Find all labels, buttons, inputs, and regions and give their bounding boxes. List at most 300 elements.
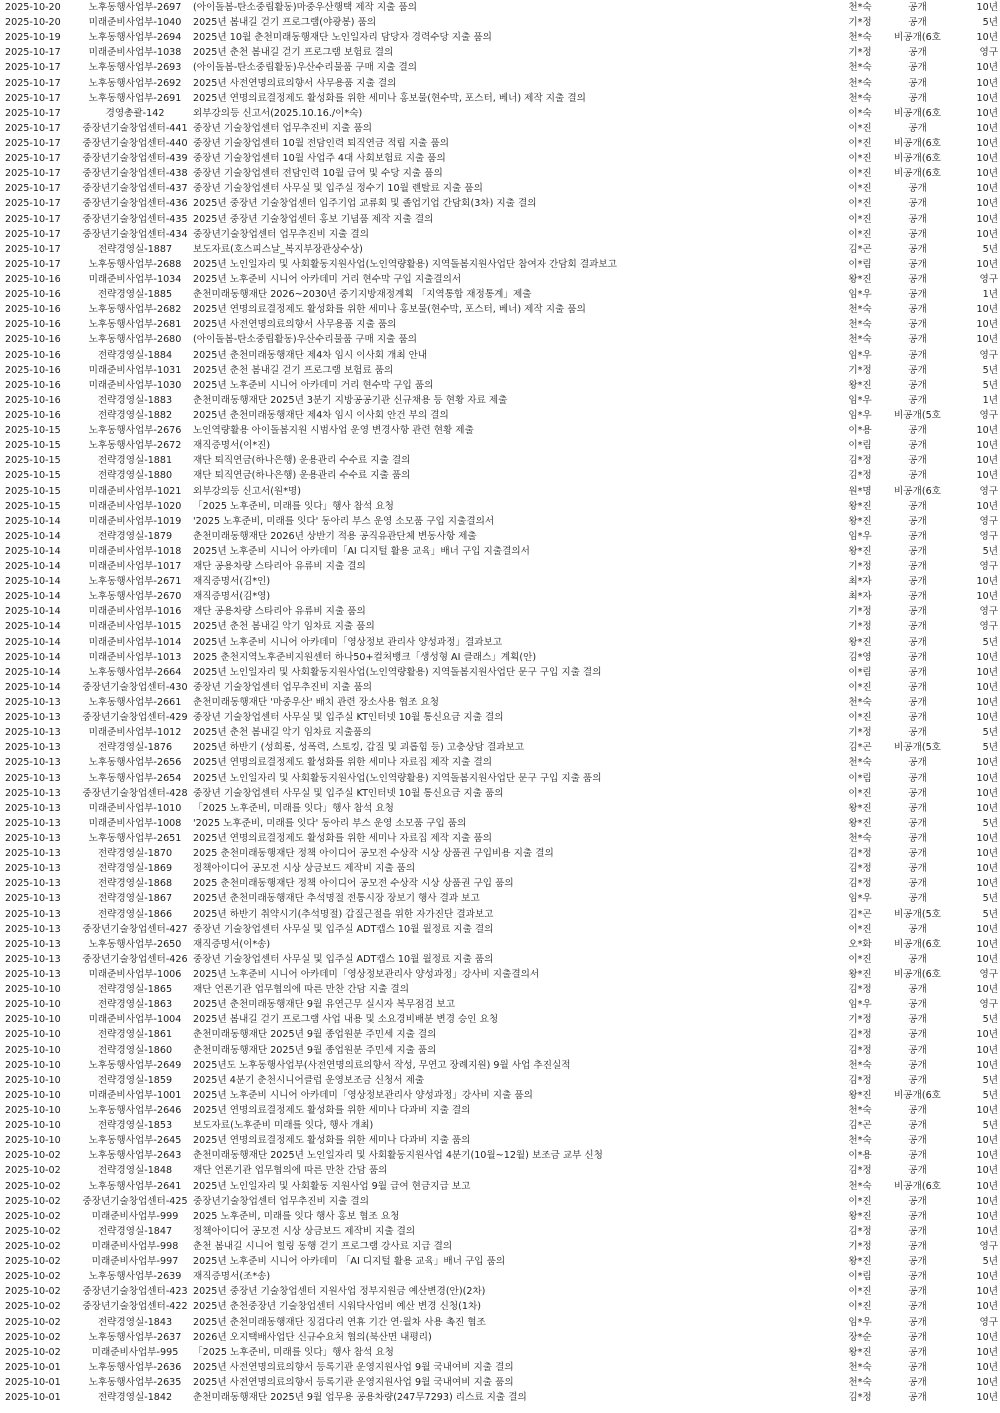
retention-period: 영구 (979, 530, 998, 542)
author: 기*정 (848, 561, 872, 573)
table-row (0, 1360, 1000, 1375)
author: 천*숙 (848, 1180, 872, 1192)
author: 이*림 (848, 1271, 872, 1283)
document-title: 중장년 기술창업센터 사무실 및 입주실 KT인터넷 10월 통신요금 지출 결의 (193, 712, 504, 724)
document-number: 전략경영실-1876 (97, 742, 173, 754)
disclosure-status: 공개 (908, 984, 927, 996)
registered-date: 2025-10-13 (5, 923, 61, 935)
retention-period: 10년 (976, 2, 998, 13)
table-row (0, 1103, 1000, 1118)
document-title: 춘천미래동행재단 '마중우산' 배치 관련 장소사용 협조 요청 (193, 697, 439, 709)
registered-date: 2025-10-15 (5, 500, 61, 512)
disclosure-status: 공개 (908, 228, 927, 240)
disclosure-status: 공개 (908, 1014, 927, 1026)
disclosure-status: 공개 (908, 92, 927, 104)
document-title: 중장년기술창업센터 업무추진비 지출 결의 (193, 228, 369, 240)
document-title: 재직증명서(김*영) (193, 591, 271, 603)
retention-period: 10년 (976, 1165, 998, 1177)
disclosure-status: 공개 (908, 530, 927, 542)
table-row (0, 151, 1000, 166)
document-title: 2025 노후준비, 미래를 잇다 행사 홍보 협조 요청 (193, 1210, 400, 1222)
table-row (0, 635, 1000, 650)
document-title: 2025년 노후준비 시니어 아카데미「영상정보관리사 양성과정」강사비 지출결의서 (193, 969, 540, 980)
disclosure-status: 공개 (908, 1331, 927, 1343)
table-row (0, 771, 1000, 786)
document-number: 미래준비사업부-997 (91, 1256, 179, 1268)
registered-date: 2025-10-02 (5, 1286, 61, 1298)
registered-date: 2025-10-14 (5, 666, 61, 678)
author: 김*정 (848, 1044, 872, 1056)
document-number: 노후동행사업부-2672 (88, 440, 182, 452)
document-title: 재단 공용차량 스타리아 유류비 지출 품의 (193, 606, 366, 618)
disclosure-status: 비공개(6호 (894, 32, 941, 44)
disclosure-status: 공개 (908, 425, 927, 437)
table-row (0, 604, 1000, 619)
document-number: 미래준비사업부-1030 (88, 379, 182, 391)
document-number: 전략경영실-1887 (97, 243, 173, 255)
author: 오*화 (848, 938, 872, 950)
document-number: 노후동행사업부-2646 (88, 1104, 182, 1116)
document-number: 중장년기술창업센터-434 (82, 228, 188, 240)
document-title: '2025 노후준비, 미래를 잇다' 동아리 부스 운영 소모품 구입 품의 (193, 817, 467, 829)
author: 임*우 (848, 349, 872, 361)
retention-period: 5년 (982, 893, 998, 905)
retention-period: 10년 (976, 938, 998, 950)
retention-period: 5년 (982, 636, 998, 648)
document-number: 노후동행사업부-2656 (88, 757, 182, 769)
document-title: 2025년 연명의료결정제도 활성화를 위한 세미나 홍보물(현수막, 포스터, 베너) 제작 지출 품의 (193, 304, 586, 316)
document-title: 2025년 춘천 봄내길 걷기 프로그램 보험료 품의 (193, 364, 394, 376)
author: 천*숙 (848, 2, 872, 13)
document-title: (아이돌봄-탄소중립활동)마중우산행택 제작 지출 품의 (193, 2, 417, 13)
author: 왕*진 (848, 969, 872, 980)
retention-period: 10년 (976, 455, 998, 467)
retention-period: 10년 (976, 198, 998, 210)
retention-period: 영구 (979, 273, 998, 285)
registered-date: 2025-10-14 (5, 651, 61, 663)
document-title: 2025년 춘천 봄내길 악기 임차료 지출 품의 (193, 621, 375, 633)
author: 왕*진 (848, 1256, 872, 1268)
retention-period: 10년 (976, 77, 998, 89)
disclosure-status: 공개 (908, 198, 927, 210)
disclosure-status: 공개 (908, 1210, 927, 1222)
retention-period: 10년 (976, 1346, 998, 1358)
document-title: 2025년 노후준비 시니어 아카데미 거리 현수막 구입 품의 (193, 379, 434, 391)
author: 최*자 (848, 591, 872, 603)
author: 왕*진 (848, 273, 872, 285)
disclosure-status: 공개 (908, 289, 927, 301)
document-number: 노후동행사업부-2654 (88, 772, 182, 784)
document-number: 전략경영실-1882 (97, 409, 173, 421)
disclosure-status: 공개 (908, 1165, 927, 1177)
author: 이*진 (848, 953, 872, 965)
registered-date: 2025-10-14 (5, 606, 61, 618)
author: 이*진 (848, 153, 872, 165)
registered-date: 2025-10-02 (5, 1316, 61, 1328)
retention-period: 5년 (982, 545, 998, 557)
retention-period: 5년 (982, 1014, 998, 1026)
registered-date: 2025-10-01 (5, 1392, 61, 1404)
author: 김*정 (848, 878, 872, 890)
document-number: 미래준비사업부-1008 (88, 817, 182, 829)
author: 이*림 (848, 666, 872, 678)
retention-period: 10년 (976, 1195, 998, 1207)
author: 이*림 (848, 258, 872, 270)
document-number: 노후동행사업부-2682 (88, 304, 182, 316)
disclosure-status: 비공개(6호 (894, 153, 941, 165)
table-row (0, 15, 1000, 30)
disclosure-status: 공개 (908, 1104, 927, 1116)
document-number: 전략경영실-1859 (97, 1074, 173, 1086)
registered-date: 2025-10-16 (5, 364, 61, 376)
document-title: 춘천미래동행재단 2026~2030년 중기지방재정계획 「지역통합 재정통계」제출 (193, 289, 532, 301)
author: 임*우 (848, 289, 872, 301)
registered-date: 2025-10-10 (5, 984, 61, 996)
table-row (0, 408, 1000, 423)
author: 김*정 (848, 470, 872, 482)
disclosure-status: 비공개(6호 (894, 1180, 941, 1192)
retention-period: 5년 (982, 1089, 998, 1101)
table-row (0, 997, 1000, 1012)
document-title: 2025년 중장년 기술창업센터 홍보 기념품 제작 지출 결의 (193, 213, 434, 225)
author: 임*우 (848, 530, 872, 542)
document-number: 전략경영실-1848 (97, 1165, 173, 1177)
table-row (0, 1224, 1000, 1239)
retention-period: 10년 (976, 863, 998, 875)
document-title: (아이돌봄-탄소중립활동)우산수리물품 구매 지출 결의 (193, 62, 417, 74)
document-number: 경영총괄-142 (105, 107, 165, 119)
document-title: 보도자료(노후준비 미래를 잇다, 행사 개최) (193, 1120, 374, 1132)
document-title: 정책아이디어 공모전 시상 상금보드 제작비 지출 품의 (193, 863, 416, 875)
disclosure-status: 비공개(6호 (894, 168, 941, 180)
registered-date: 2025-10-17 (5, 213, 61, 225)
author: 임*우 (848, 1316, 872, 1328)
author: 왕*진 (848, 817, 872, 829)
document-title: 춘천미래동행재단 2025년 노인일자리 및 사회활동지원사업 4분기(10월~12월) 보조금 교부 신청 (193, 1150, 603, 1162)
document-number: 전략경영실-1867 (97, 893, 173, 905)
document-number: 미래준비사업부-1040 (88, 17, 182, 29)
retention-period: 5년 (982, 908, 998, 920)
table-row (0, 619, 1000, 634)
retention-period: 10년 (976, 923, 998, 935)
registered-date: 2025-10-19 (5, 32, 61, 44)
registered-date: 2025-10-17 (5, 258, 61, 270)
registered-date: 2025-10-13 (5, 848, 61, 860)
registered-date: 2025-10-02 (5, 1225, 61, 1237)
author: 기*정 (848, 1014, 872, 1026)
table-row (0, 1345, 1000, 1360)
table-row (0, 816, 1000, 831)
retention-period: 영구 (979, 349, 998, 361)
document-title: 재직증명서(조*송) (193, 1271, 271, 1283)
disclosure-status: 공개 (908, 1120, 927, 1132)
retention-period: 10년 (976, 153, 998, 165)
disclosure-status: 공개 (908, 1361, 927, 1373)
document-number: 중장년기술창업센터-440 (82, 137, 188, 149)
disclosure-status: 공개 (908, 1346, 927, 1358)
author: 이*진 (848, 923, 872, 935)
retention-period: 10년 (976, 1376, 998, 1388)
document-number: 미래준비사업부-1034 (88, 273, 182, 285)
retention-period: 10년 (976, 334, 998, 346)
retention-period: 10년 (976, 984, 998, 996)
disclosure-status: 공개 (908, 304, 927, 316)
table-row (0, 423, 1000, 438)
registered-date: 2025-10-13 (5, 727, 61, 739)
table-row (0, 680, 1000, 695)
document-number: 미래준비사업부-1019 (88, 515, 182, 527)
table-row (0, 1299, 1000, 1314)
document-title: 2025 춘천지역노후준비지원센터 하나50+컬처뱅크「생성형 AI 클래스」계획(안) (193, 651, 537, 663)
author: 김*정 (848, 1029, 872, 1041)
table-row (0, 212, 1000, 227)
author: 왕*진 (848, 500, 872, 512)
document-title: 중장년 기술창업센터 10월 전담인력 퇴직연금 적립 지출 품의 (193, 137, 449, 149)
table-row (0, 257, 1000, 272)
document-number: 노후동행사업부-2651 (88, 833, 182, 845)
registered-date: 2025-10-10 (5, 1029, 61, 1041)
disclosure-status: 공개 (908, 17, 927, 29)
registered-date: 2025-10-17 (5, 168, 61, 180)
document-title: 2026년 오지택배사업단 신규수요처 협의(북산면 내평리) (193, 1331, 432, 1343)
retention-period: 10년 (976, 258, 998, 270)
author: 김*영 (848, 651, 872, 663)
retention-period: 10년 (976, 62, 998, 74)
retention-period: 5년 (982, 364, 998, 376)
author: 천*숙 (848, 1135, 872, 1147)
retention-period: 10년 (976, 319, 998, 331)
document-number: 미래준비사업부-1038 (88, 47, 182, 59)
registered-date: 2025-10-16 (5, 409, 61, 421)
document-title: 2025년 노인일자리 및 사회활동지원사업(노인역량활용) 지역돌봄지원사업단 참여자 간담회 결과보고 (193, 258, 617, 270)
retention-period: 5년 (982, 379, 998, 391)
retention-period: 10년 (976, 1044, 998, 1056)
document-number: 미래준비사업부-1020 (88, 500, 182, 512)
disclosure-status: 공개 (908, 681, 927, 693)
disclosure-status: 공개 (908, 712, 927, 724)
document-title: 2025년 춘천미래동행재단 제4차 임시 이사회 안건 부의 결의 (193, 409, 449, 421)
document-title: 2025년 하반기 취약시기(추석명절) 갑질근절을 위한 자가진단 결과보고 (193, 908, 494, 920)
table-row (0, 907, 1000, 922)
document-title: 2025년 노인일자리 및 사회활동지원사업(노인역량활용) 지역돌봄지원사업단 문구 구입 지출 품의 (193, 772, 602, 784)
document-number: 중장년기술창업센터-430 (82, 681, 188, 693)
document-number: 미래준비사업부-1004 (88, 1014, 182, 1026)
registered-date: 2025-10-02 (5, 1301, 61, 1313)
document-title: 2025년 연명의료결정제도 활성화를 위한 세미나 다과비 지출 결의 (193, 1104, 471, 1116)
table-row (0, 1073, 1000, 1088)
registered-date: 2025-10-10 (5, 1059, 61, 1071)
document-title: 재직증명서(이*진) (193, 440, 271, 452)
registered-date: 2025-10-13 (5, 893, 61, 905)
registered-date: 2025-10-17 (5, 77, 61, 89)
disclosure-status: 공개 (908, 576, 927, 588)
retention-period: 10년 (976, 425, 998, 437)
retention-period: 10년 (976, 440, 998, 452)
registered-date: 2025-10-16 (5, 379, 61, 391)
document-title: 외부강의등 신고서(2025.10.16./이*숙) (193, 107, 363, 119)
table-row (0, 876, 1000, 891)
disclosure-status: 공개 (908, 394, 927, 406)
document-title: 2025년 하반기 (성희롱, 성폭력, 스토킹, 갑질 및 괴롭힘 등) 고충상담 결과보고 (193, 742, 525, 754)
disclosure-status: 공개 (908, 273, 927, 285)
table-row (0, 30, 1000, 45)
table-row (0, 499, 1000, 514)
disclosure-status: 공개 (908, 545, 927, 557)
document-title: 춘천미래동행재단 2025년 9월 종업원분 주민세 지출 결의 (193, 1029, 437, 1041)
registered-date: 2025-10-02 (5, 1346, 61, 1358)
registered-date: 2025-10-15 (5, 470, 61, 482)
registered-date: 2025-10-13 (5, 697, 61, 709)
author: 이*진 (848, 213, 872, 225)
disclosure-status: 공개 (908, 863, 927, 875)
table-row (0, 1088, 1000, 1103)
table-row (0, 363, 1000, 378)
document-number: 전략경영실-1870 (97, 848, 173, 860)
registered-date: 2025-10-20 (5, 2, 61, 13)
registered-date: 2025-10-13 (5, 802, 61, 814)
document-title: 2025년 노후준비 시니어 아카데미「영상정보 관리사 양성과정」결과보고 (193, 636, 503, 648)
document-number: 전략경영실-1853 (97, 1120, 173, 1132)
disclosure-status: 비공개(6호 (894, 938, 941, 950)
registered-date: 2025-10-13 (5, 938, 61, 950)
author: 원*명 (848, 485, 872, 497)
disclosure-status: 공개 (908, 953, 927, 965)
table-row (0, 468, 1000, 483)
retention-period: 10년 (976, 953, 998, 965)
retention-period: 5년 (982, 727, 998, 739)
table-row (0, 302, 1000, 317)
document-title: 2025년 노후준비 시니어 아카데미 「AI 디지털 활용 교육」배너 구입 품의 (193, 1256, 506, 1268)
retention-period: 10년 (976, 122, 998, 134)
retention-period: 영구 (979, 515, 998, 527)
document-number: 전략경영실-1860 (97, 1044, 173, 1056)
document-number: 노후동행사업부-2691 (88, 92, 182, 104)
author: 김*정 (848, 1074, 872, 1086)
retention-period: 영구 (979, 969, 998, 980)
retention-period: 영구 (979, 1240, 998, 1252)
document-number: 전략경영실-1881 (97, 455, 173, 467)
document-number: 노후동행사업부-2649 (88, 1059, 182, 1071)
registered-date: 2025-10-17 (5, 198, 61, 210)
document-number: 중장년기술창업센터-441 (82, 122, 188, 134)
document-title: 춘천미래동행재단 2026년 상반기 적용 공직유관단체 변동사항 제출 (193, 530, 477, 542)
retention-period: 10년 (976, 772, 998, 784)
author: 기*정 (848, 621, 872, 633)
document-number: 노후동행사업부-2645 (88, 1135, 182, 1147)
author: 김*곤 (848, 742, 872, 754)
table-row (0, 786, 1000, 801)
registered-date: 2025-10-17 (5, 107, 61, 119)
disclosure-status: 공개 (908, 848, 927, 860)
registered-date: 2025-10-14 (5, 545, 61, 557)
retention-period: 10년 (976, 1135, 998, 1147)
disclosure-status: 공개 (908, 1301, 927, 1313)
author: 왕*진 (848, 545, 872, 557)
table-row (0, 181, 1000, 196)
disclosure-status: 공개 (908, 606, 927, 618)
registered-date: 2025-10-17 (5, 92, 61, 104)
document-number: 중장년기술창업센터-439 (82, 153, 188, 165)
document-title: 2025년 춘천미래동행재단 9월 유연근무 실시자 복무점검 보고 (193, 999, 455, 1011)
retention-period: 10년 (976, 651, 998, 663)
document-number: 중장년기술창업센터-426 (82, 953, 188, 965)
author: 왕*진 (848, 802, 872, 814)
registered-date: 2025-10-14 (5, 515, 61, 527)
registered-date: 2025-10-10 (5, 1074, 61, 1086)
retention-period: 10년 (976, 32, 998, 44)
document-number: 미래준비사업부-998 (91, 1240, 179, 1252)
registered-date: 2025-10-14 (5, 636, 61, 648)
registered-date: 2025-10-02 (5, 1240, 61, 1252)
document-number: 미래준비사업부-1010 (88, 802, 182, 814)
retention-period: 10년 (976, 757, 998, 769)
retention-period: 10년 (976, 228, 998, 240)
disclosure-status: 공개 (908, 1240, 927, 1252)
table-row (0, 529, 1000, 544)
author: 이*진 (848, 198, 872, 210)
document-title: (아이돌봄-탄소중립활동)우산수리물품 구매 지출 품의 (193, 334, 417, 346)
registered-date: 2025-10-16 (5, 394, 61, 406)
document-title: 2025년 춘천미래동행재단 징검다리 연휴 기간 연·월차 사용 촉진 협조 (193, 1316, 486, 1328)
document-title: 2025년 춘천미래동행재단 추석명절 전통시장 장보기 행사 결과 보고 (193, 893, 480, 905)
table-row (0, 121, 1000, 136)
table-row (0, 287, 1000, 302)
disclosure-status: 비공개(5호 (894, 409, 941, 421)
document-number: 노후동행사업부-2681 (88, 319, 182, 331)
disclosure-status: 공개 (908, 379, 927, 391)
registered-date: 2025-10-16 (5, 319, 61, 331)
disclosure-status: 공개 (908, 349, 927, 361)
document-title: 2025년 연명의료결정제도 활성화를 위한 세미나 홍보물(현수막, 포스터, 베너) 제작 지출 결의 (193, 92, 586, 104)
registered-date: 2025-10-15 (5, 455, 61, 467)
table-row (0, 1194, 1000, 1209)
document-number: 전략경영실-1880 (97, 470, 173, 482)
table-row (0, 665, 1000, 680)
document-title: 춘천미래동행재단 2025년 9월 종업원분 주민세 지출 품의 (193, 1044, 437, 1056)
registered-date: 2025-10-10 (5, 999, 61, 1011)
author: 천*숙 (848, 62, 872, 74)
disclosure-status: 공개 (908, 1256, 927, 1268)
author: 이*진 (848, 183, 872, 195)
author: 김*정 (848, 863, 872, 875)
document-number: 미래준비사업부-1012 (88, 727, 182, 739)
disclosure-status: 공개 (908, 787, 927, 799)
retention-period: 영구 (979, 561, 998, 573)
table-row (0, 1254, 1000, 1269)
retention-period: 10년 (976, 1150, 998, 1162)
document-number: 노후동행사업부-2641 (88, 1180, 182, 1192)
author: 천*숙 (848, 1361, 872, 1373)
document-number: 전략경영실-1843 (97, 1316, 173, 1328)
document-title: 2025년 중장년 기술창업센터 입주기업 교류회 및 졸업기업 간담회(3차) 지출 결의 (193, 198, 537, 210)
registered-date: 2025-10-13 (5, 863, 61, 875)
registered-date: 2025-10-16 (5, 304, 61, 316)
author: 김*정 (848, 1165, 872, 1177)
disclosure-status: 비공개(6호 (894, 969, 941, 980)
document-title: 2025년 10월 춘천미래동행재단 노인일자리 담당자 경력수당 지출 품의 (193, 32, 492, 44)
registered-date: 2025-10-17 (5, 228, 61, 240)
retention-period: 10년 (976, 697, 998, 709)
disclosure-status: 공개 (908, 1286, 927, 1298)
document-title: 2025 춘천미래동행재단 정책 아이디어 공모전 수상작 시상 상품권 구입비용 지출 결의 (193, 848, 554, 860)
retention-period: 10년 (976, 802, 998, 814)
table-row (0, 559, 1000, 574)
document-title: 재단 공용차량 스타리아 유류비 지출 결의 (193, 561, 366, 573)
document-number: 중장년기술창업센터-429 (82, 712, 188, 724)
registered-date: 2025-10-14 (5, 561, 61, 573)
document-number: 노후동행사업부-2636 (88, 1361, 182, 1373)
retention-period: 5년 (982, 1120, 998, 1132)
